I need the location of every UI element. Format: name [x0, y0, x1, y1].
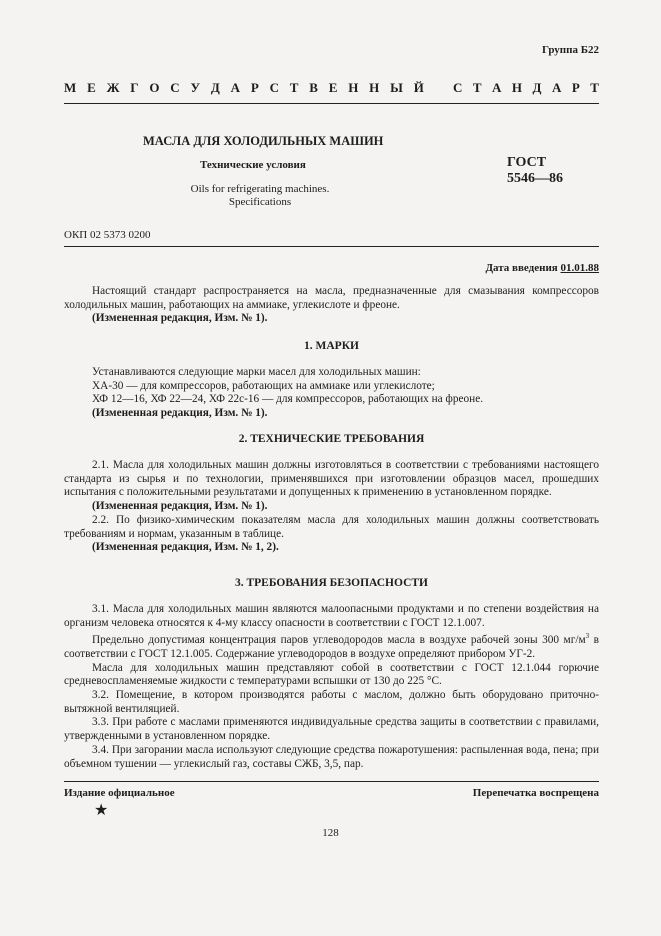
- english-title-line1: Oils for refrigerating machines.: [190, 183, 330, 195]
- banner-letter: Д: [532, 80, 542, 95]
- section-3-heading: 3. ТРЕБОВАНИЯ БЕЗОПАСНОСТИ: [234, 577, 429, 589]
- banner-letter: Й: [413, 80, 424, 95]
- banner-letter: Н: [348, 80, 359, 95]
- section-1-heading: 1. МАРКИ: [304, 340, 359, 352]
- banner-letter: А: [492, 80, 502, 95]
- intro-date-label: Дата введения: [485, 262, 558, 274]
- intro-block: [64, 285, 599, 326]
- intro-date: [485, 262, 599, 274]
- banner-letter: О: [149, 80, 160, 95]
- banner-letter: Т: [472, 80, 482, 95]
- section-1-lead: Устанавливаются следующие марки масел для холодильных машин:: [92, 366, 421, 378]
- standard-banner: [64, 80, 599, 96]
- intro-date-value: 01.01.88: [560, 262, 599, 274]
- cubic-superscript: 3: [585, 632, 590, 641]
- english-title: [150, 183, 370, 209]
- star-icon: ★: [94, 802, 109, 819]
- clause-3-1-flammability: Масла для холодильных машин представляют собой в соответствии с ГОСТ 12.1.044 горючие средневоспламеняемые жидкости с температурами вспышки от 130 до 225 °С.: [64, 661, 599, 688]
- banner-word-standard: [453, 80, 599, 96]
- gost-number: 5546—86: [507, 171, 563, 186]
- clause-2-2: 2.2. По физико-химическим показателям масла для холодильных машин должны соответствовать требованиям и нормам, указанным в таблице.: [64, 513, 599, 540]
- banner-letter: Т: [289, 80, 299, 95]
- clause-2-1: 2.1. Масла для холодильных машин должны изготовляться в соответствии с требованиями настоящего стандарта из сырья и по технологии, применявшихся при изготовлении образцов масел, прошедших испытания с положительными результатами и допущенных к применению в установленном порядке.: [64, 459, 599, 499]
- banner-letter: У: [190, 80, 201, 95]
- banner-letter: Р: [571, 80, 580, 95]
- section-2-body: [64, 459, 599, 555]
- section-1-item-1: ХА-30 — для компрессоров, работающих на аммиаке или углекислоте;: [92, 379, 435, 392]
- banner-letter: Ж: [106, 80, 120, 95]
- banner-letter: Д: [210, 80, 220, 95]
- okp-rule: [64, 246, 599, 247]
- banner-letter: В: [309, 80, 318, 95]
- clause-2-1-amendment: (Измененная редакция, Изм. № 1).: [92, 500, 268, 513]
- gost-label: ГОСТ: [507, 155, 547, 170]
- official-edition: Издание официальное: [64, 787, 175, 799]
- banner-letter: С: [170, 80, 180, 95]
- section-1-body: [64, 366, 599, 421]
- section-3-body: [64, 603, 599, 771]
- header-rule: [64, 103, 599, 104]
- section-1-amendment: (Измененная редакция, Изм. № 1).: [92, 407, 268, 420]
- page-number: 128: [322, 827, 339, 839]
- intro-paragraph: Настоящий стандарт распространяется на масла, предназначенные для смазывания компрессоров холодильных машин, работающих на аммиаке, углекислоте и фреоне.: [64, 285, 599, 311]
- banner-letter: С: [269, 80, 279, 95]
- gost-designation: [507, 155, 563, 187]
- banner-letter: Г: [130, 80, 139, 95]
- banner-letter: Е: [87, 80, 96, 95]
- clause-3-2: 3.2. Помещение, в котором производятся работы с маслом, должно быть оборудовано приточно-вытяжной вентиляцией.: [64, 688, 599, 715]
- banner-letter: Е: [328, 80, 338, 95]
- banner-letter: Р: [250, 80, 259, 95]
- banner-letter: Н: [511, 80, 523, 95]
- document-subtitle: Технические условия: [200, 159, 306, 171]
- concentration-text-a: Предельно допустимая концентрация паров углеводородов масла в воздухе рабочей зоны 300 мг/м: [92, 634, 586, 647]
- group-code: Группа Б22: [542, 44, 599, 56]
- banner-letter: Н: [369, 80, 380, 95]
- clause-2-2-amendment: (Измененная редакция, Изм. № 1, 2).: [92, 541, 279, 554]
- banner-letter: А: [551, 80, 562, 95]
- banner-letter: С: [453, 80, 463, 95]
- footer-rule: [64, 781, 599, 782]
- section-2-heading: 2. ТЕХНИЧЕСКИЕ ТРЕБОВАНИЯ: [238, 433, 425, 445]
- clause-3-3: 3.3. При работе с маслами применяются индивидуальные средства защиты в соответствии с правилами, утвержденными в установленном порядке.: [64, 716, 599, 743]
- clause-3-4: 3.4. При загорании масла используют следующие средства пожаротушения: распыленная вода, пена; при объемном тушении — углекислый газ, составы СЖБ, 3,5, пар.: [64, 743, 599, 770]
- banner-word-interstate: [64, 80, 424, 96]
- banner-letter: Ы: [390, 80, 403, 95]
- intro-amendment: (Измененная редакция, Изм. № 1).: [92, 312, 268, 325]
- banner-letter: А: [230, 80, 240, 95]
- banner-letter: М: [64, 80, 77, 95]
- concentration-text-b: в соответствии с ГОСТ 12.1.005. Содержание углеводородов в воздухе определяют прибором УГ-2.: [64, 634, 599, 660]
- clause-3-1: 3.1. Масла для холодильных машин являются малоопасными продуктами и по степени воздействия на организм человека относятся к 4-му классу опасности в соответствии с ГОСТ 12.1.007.: [64, 603, 599, 629]
- banner-letter: Т: [590, 80, 599, 95]
- english-title-line2: Specifications: [228, 196, 292, 208]
- section-1-item-2: ХФ 12—16, ХФ 22—24, ХФ 22с-16 — для компрессоров, работающих на фреоне.: [92, 393, 484, 406]
- okp-code: ОКП 02 5373 0200: [64, 229, 151, 241]
- document-title: МАСЛА ДЛЯ ХОЛОДИЛЬНЫХ МАШИН: [143, 134, 384, 148]
- reprint-prohibited: Перепечатка воспрещена: [472, 787, 599, 799]
- clause-3-1-concentration: [64, 630, 599, 661]
